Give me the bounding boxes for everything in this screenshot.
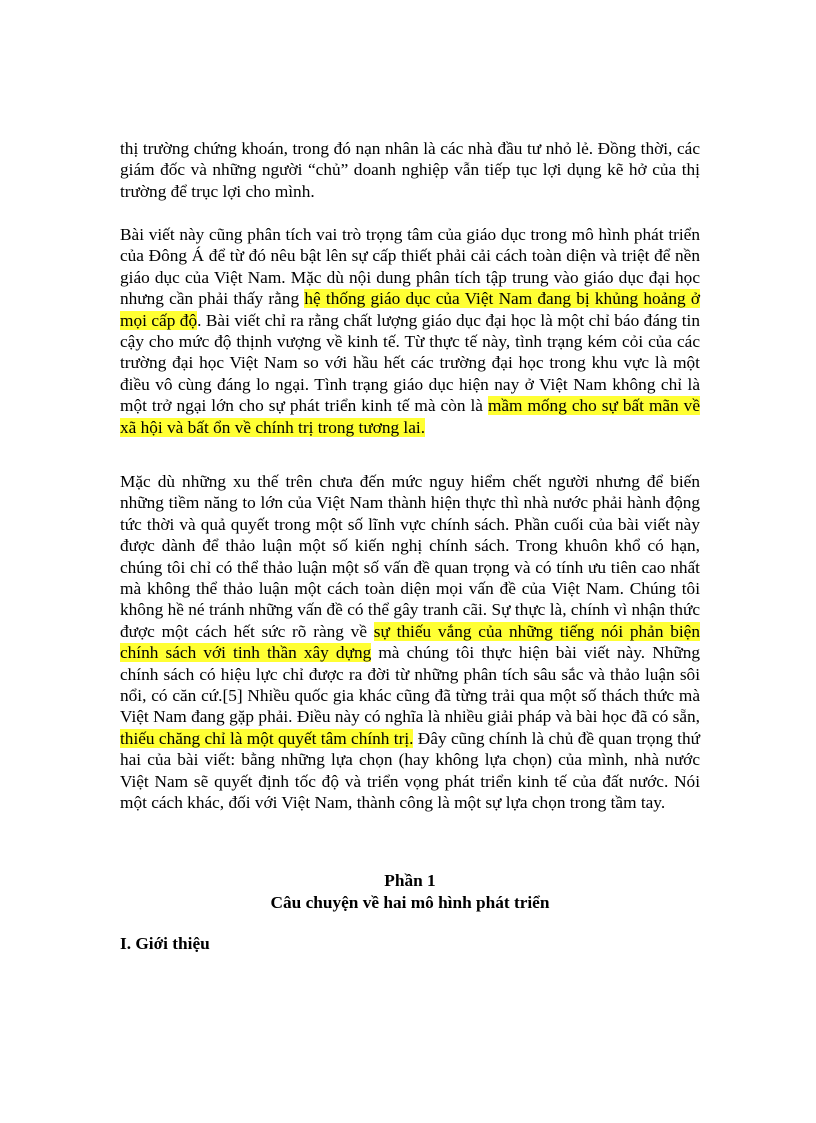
part-label: Phần 1 [384, 871, 436, 890]
paragraph-1 [120, 138, 700, 202]
paragraph-3-highlight-2: thiếu chăng chỉ là một quyết tâm chính trị. [120, 728, 414, 748]
paragraph-1-text: thị trường chứng khoán, trong đó nạn nhân là các nhà đầu tư nhỏ lẻ. Đồng thời, các giám đốc và những người “chủ” doanh nghiệp vẫn tiếp tục lợi dụng kẽ hở của thị trường để trục lợi cho mình. [120, 139, 700, 201]
paragraph-2-text-b: . Bài viết chỉ ra rằng chất lượng giáo dục đại học là một chỉ báo đáng tin cậy cho mức độ thịnh vượng về kinh tế. Từ thực tế này, tình trạng kém cỏi của các trường đại học Việt Nam so với hầu hết các trường đại học trong khu vực là một điều vô cùng đáng lo ngại. Tình trạng giáo dục hiện nay ở Việt Nam không chỉ là một trở ngại lớn cho sự phát triển kinh tế mà còn là [120, 310, 700, 416]
paragraph-3-highlight-1: sự thiếu vắng của những tiếng nói phản biện chính sách với tinh thần xây dựng [120, 621, 700, 663]
paragraph-3-text-c: Đây cũng chính là chủ đề quan trọng thứ hai của bài viết: bằng những lựa chọn (hay không lựa chọn) của mình, nhà nước Việt Nam sẽ quyết định tốc độ và triển vọng phát triển kinh tế của đất nước. Nói một cách khác, đối với Việt Nam, thành công là một sự lựa chọn trong tầm tay. [120, 728, 700, 813]
paragraph-2 [120, 224, 700, 438]
paragraph-3 [120, 471, 700, 814]
subsection-heading: I. Giới thiệu [120, 934, 210, 953]
paragraph-3-text-a: Mặc dù những xu thế trên chưa đến mức nguy hiểm chết người nhưng để biến những tiềm năng to lớn của Việt Nam thành hiện thực thì nhà nước phải hành động tức thời và quả quyết trong một số lĩnh vực chính sách. Phần cuối của bài viết này được dành để thảo luận một số kiến nghị chính sách. Trong khuôn khổ có hạn, chúng tôi chỉ có thể thảo luận một số vấn đề quan trọng và có tính ưu tiên cao nhất mà không thể thảo luận một cách toàn diện mọi vấn đề của Việt Nam. Chúng tôi không hề né tránh những vấn đề có thể gây tranh cãi. Sự thực là, chính vì nhận thức được một cách hết sức rõ ràng về [120, 472, 700, 641]
paragraph-2-highlight-1: hệ thống giáo dục của Việt Nam đang bị khủng hoảng ở mọi cấp độ [120, 289, 700, 330]
part-title: Câu chuyện về hai mô hình phát triển [270, 893, 550, 912]
paragraph-2-text-a: Bài viết này cũng phân tích vai trò trọng tâm của giáo dục trong mô hình phát triển của Đông Á để từ đó nêu bật lên sự cấp thiết phải cải cách toàn diện và triệt để nền giáo dục của Việt Nam. Mặc dù nội dung phân tích tập trung vào giáo dục đại học nhưng cần phải thấy rằng [120, 225, 700, 309]
paragraph-3-text-b: mà chúng tôi thực hiện bài viết này. Những chính sách có hiệu lực chỉ được ra đời từ những phân tích sâu sắc và thảo luận sôi nổi, có căn cứ.[5] Nhiều quốc gia khác cũng đã từng trải qua một số thách thức mà Việt Nam đang gặp phải. Điều này có nghĩa là nhiều giải pháp và bài học đã có sẵn, [120, 643, 700, 727]
paragraph-2-highlight-2: mầm mống cho sự bất mãn về xã hội và bất ổn về chính trị trong tương lai. [120, 396, 700, 437]
